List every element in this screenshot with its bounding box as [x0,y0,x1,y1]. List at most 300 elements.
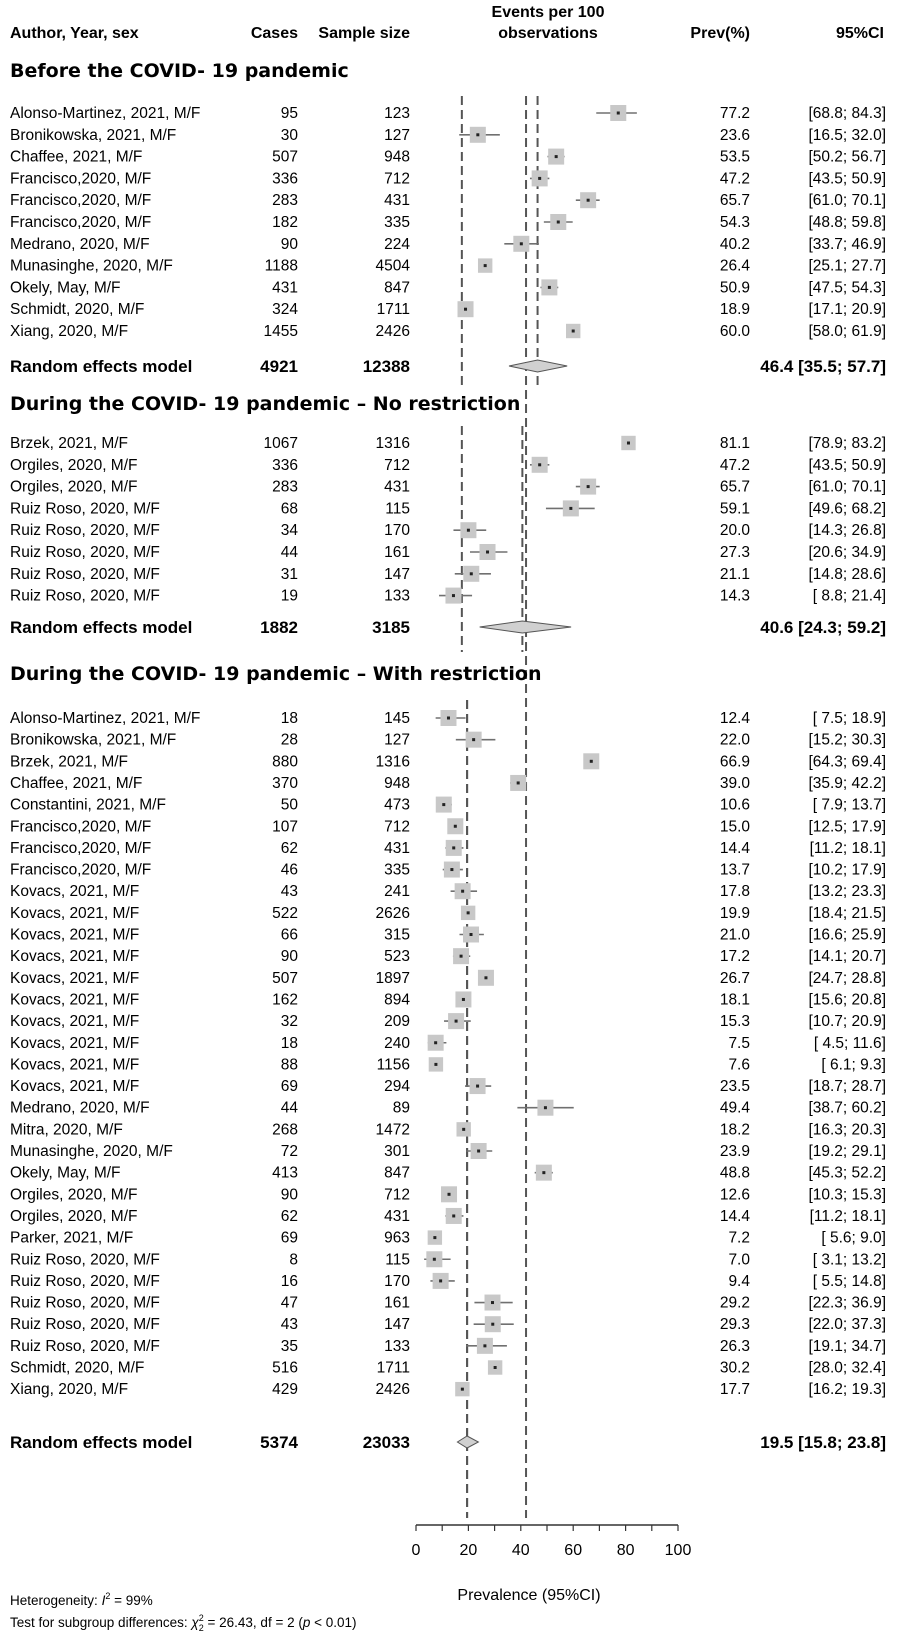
study-cases: 324 [272,301,298,319]
study-prevalence: 29.3 [719,1316,750,1334]
header-events-line1: Events per 100 [491,4,605,21]
study-author: Kovacs, 2021, M/F [10,904,140,922]
study-ci: [64.3; 69.4] [808,753,886,771]
study-point-estimate [548,286,551,289]
study-prevalence: 30.2 [719,1359,750,1377]
study-point-estimate [433,1236,436,1239]
header-cases: Cases [250,25,298,42]
summary-estimate: 19.5 [15.8; 23.8] [760,1433,886,1452]
study-sample-size: 145 [384,710,410,727]
study-author: Ruiz Roso, 2020, M/F [10,1337,160,1355]
study-author: Mitra, 2020, M/F [10,1121,123,1139]
study-prevalence: 48.8 [719,1164,750,1182]
study-author: Kovacs, 2021, M/F [10,948,140,966]
study-point-estimate [450,868,453,871]
study-author: Munasinghe, 2020, M/F [10,1143,173,1160]
summary-estimate: 40.6 [24.3; 59.2] [760,618,886,637]
study-prevalence: 17.2 [719,948,750,966]
study-ci: [10.3; 15.3] [808,1186,886,1204]
group-title: During the COVID- 19 pandemic – No restriction [10,393,521,415]
study-author: Ruiz Roso, 2020, M/F [10,587,160,605]
study-ci: [28.0; 32.4] [808,1359,886,1377]
study-author: Francisco,2020, M/F [10,839,152,857]
study-prevalence: 18.9 [719,301,750,319]
study-author: Kovacs, 2021, M/F [10,991,140,1009]
study-cases: 47 [280,1294,298,1312]
study-point-estimate [472,738,475,741]
study-author: Francisco,2020, M/F [10,818,152,836]
study-prevalence: 47.2 [719,456,750,474]
study-ci: [15.6; 20.8] [808,991,886,1009]
study-point-estimate [433,1258,436,1261]
study-sample-size: 948 [384,774,410,792]
study-sample-size: 335 [384,214,410,231]
study-point-estimate [484,976,487,979]
study-point-estimate [455,1020,458,1023]
study-ci: [78.9; 83.2] [808,435,886,452]
study-point-estimate [572,330,575,333]
study-cases: 69 [280,1229,298,1247]
study-prevalence: 21.0 [719,926,750,944]
study-sample-size: 2626 [375,904,410,922]
x-axis [412,1525,692,1559]
study-prevalence: 13.7 [719,861,750,879]
summary-diamond [509,360,567,372]
study-ci: [43.5; 50.9] [808,170,886,188]
study-author: Ruiz Roso, 2020, M/F [10,1294,160,1312]
study-ci: [11.2; 18.1] [809,839,886,857]
study-cases: 107 [272,818,298,836]
study-author: Bronikowska, 2021, M/F [10,731,177,749]
study-ci: [17.1; 20.9] [808,301,886,319]
study-point-estimate [484,264,487,267]
study-cases: 8 [289,1251,298,1269]
study-sample-size: 89 [392,1099,410,1117]
study-cases: 90 [280,948,298,966]
study-cases: 507 [272,969,298,987]
study-ci: [58.0; 61.9] [808,323,886,340]
study-ci: [33.7; 46.9] [808,235,886,253]
study-ci: [19.1; 34.7] [808,1337,886,1355]
group-title: During the COVID- 19 pandemic – With restriction [10,663,542,685]
study-sample-size: 712 [384,170,410,188]
study-author: Bronikowska, 2021, M/F [10,126,177,144]
study-cases: 182 [272,214,298,231]
study-cases: 283 [272,192,298,210]
study-sample-size: 523 [384,948,410,966]
study-sample-size: 240 [384,1034,410,1052]
study-cases: 46 [280,861,298,879]
study-ci: [61.0; 70.1] [808,478,886,496]
study-sample-size: 161 [384,1294,410,1312]
study-author: Brzek, 2021, M/F [10,435,129,452]
study-sample-size: 1156 [376,1056,410,1074]
summary-cases: 1882 [260,618,298,637]
study-sample-size: 127 [384,126,410,144]
study-prevalence: 29.2 [719,1294,750,1312]
study-author: Ruiz Roso, 2020, M/F [10,1316,160,1334]
study-author: Kovacs, 2021, M/F [10,1013,140,1031]
study-cases: 336 [272,456,298,474]
study-point-estimate [590,760,593,763]
study-point-estimate [617,112,620,115]
study-prevalence: 23.5 [719,1078,750,1096]
study-cases: 507 [272,148,298,166]
study-sample-size: 147 [384,565,410,583]
study-sample-size: 127 [384,731,410,749]
study-point-estimate [447,717,450,720]
study-author: Alonso-Martinez, 2021, M/F [10,710,201,727]
study-author: Medrano, 2020, M/F [10,235,150,253]
study-author: Munasinghe, 2020, M/F [10,257,173,275]
study-sample-size: 431 [384,1207,410,1225]
study-ci: [61.0; 70.1] [808,192,886,210]
study-cases: 44 [280,544,298,561]
study-author: Chaffee, 2021, M/F [10,774,143,792]
study-cases: 429 [272,1381,298,1399]
study-point-estimate [627,442,630,445]
study-author: Kovacs, 2021, M/F [10,883,140,901]
study-prevalence: 60.0 [719,323,750,340]
study-sample-size: 712 [384,818,410,836]
study-cases: 283 [272,478,298,496]
study-point-estimate [461,890,464,893]
study-ci: [12.5; 17.9] [808,818,886,836]
study-prevalence: 65.7 [719,478,750,496]
study-prevalence: 23.9 [719,1143,750,1160]
study-cases: 268 [272,1121,298,1139]
study-ci: [49.6; 68.2] [808,500,886,518]
study-sample-size: 2426 [375,1381,410,1399]
study-sample-size: 431 [384,839,410,857]
study-author: Ruiz Roso, 2020, M/F [10,1251,160,1269]
study-cases: 44 [280,1099,298,1117]
study-prevalence: 77.2 [719,105,750,122]
study-ci: [22.0; 37.3] [808,1316,886,1334]
study-prevalence: 49.4 [719,1099,750,1117]
study-author: Orgiles, 2020, M/F [10,1186,138,1204]
study-point-estimate [470,572,473,575]
x-tick-label: 20 [459,1542,478,1559]
forest-rows [10,60,886,1452]
summary-diamond [480,621,571,633]
study-cases: 30 [280,126,298,144]
study-prevalence: 9.4 [728,1272,750,1290]
study-point-estimate [462,1128,465,1131]
study-author: Schmidt, 2020, M/F [10,1359,145,1377]
x-tick-label: 80 [616,1542,635,1559]
study-cases: 43 [280,1316,298,1334]
study-point-estimate [461,1388,464,1391]
study-author: Schmidt, 2020, M/F [10,301,145,319]
study-cases: 90 [280,235,298,253]
study-author: Kovacs, 2021, M/F [10,969,140,987]
study-cases: 35 [280,1337,298,1355]
study-point-estimate [442,803,445,806]
study-author: Okely, May, M/F [10,279,121,297]
study-author: Ruiz Roso, 2020, M/F [10,1272,160,1290]
study-author: Kovacs, 2021, M/F [10,926,140,944]
study-ci: [18.7; 28.7] [808,1078,886,1096]
study-sample-size: 1472 [375,1121,410,1139]
study-prevalence: 10.6 [719,796,750,814]
study-author: Kovacs, 2021, M/F [10,1078,140,1096]
study-author: Francisco,2020, M/F [10,214,152,231]
study-point-estimate [467,911,470,914]
study-sample-size: 2426 [375,323,410,340]
study-ci: [24.7; 28.8] [808,969,886,987]
study-cases: 1188 [264,257,298,275]
study-sample-size: 294 [384,1078,410,1096]
study-cases: 62 [280,1207,298,1225]
study-prevalence: 40.2 [719,235,750,253]
study-sample-size: 894 [384,991,410,1009]
study-point-estimate [477,1150,480,1153]
study-point-estimate [452,846,455,849]
study-author: Medrano, 2020, M/F [10,1099,150,1117]
study-prevalence: 12.4 [719,710,750,727]
study-point-estimate [587,199,590,202]
study-author: Francisco,2020, M/F [10,861,152,879]
study-sample-size: 1897 [375,969,410,987]
study-author: Ruiz Roso, 2020, M/F [10,565,160,583]
study-sample-size: 431 [384,192,410,210]
study-point-estimate [467,529,470,532]
study-point-estimate [464,308,467,311]
summary-sample-size: 12388 [362,357,410,376]
study-ci: [16.3; 20.3] [808,1121,886,1139]
study-prevalence: 26.3 [719,1337,750,1355]
study-cases: 1067 [263,435,298,452]
summary-estimate: 46.4 [35.5; 57.7] [760,357,886,376]
summary-diamond [457,1436,478,1448]
study-point-estimate [569,507,572,510]
study-prevalence: 27.3 [719,544,750,561]
study-ci: [35.9; 42.2] [808,774,886,792]
study-sample-size: 712 [384,456,410,474]
study-cases: 90 [280,1186,298,1204]
study-prevalence: 54.3 [719,214,750,231]
study-cases: 72 [280,1143,298,1160]
study-ci: [14.1; 20.7] [808,948,886,966]
study-sample-size: 847 [384,1164,410,1182]
header-prev: Prev(%) [690,25,750,42]
study-point-estimate [517,781,520,784]
study-prevalence: 14.3 [719,587,750,605]
study-ci: [ 6.1; 9.3] [821,1056,886,1074]
study-ci: [ 5.6; 9.0] [821,1229,886,1247]
study-prevalence: 26.4 [719,257,750,275]
study-ci: [38.7; 60.2] [808,1099,886,1117]
study-ci: [ 8.8; 21.4] [812,587,886,605]
study-prevalence: 18.1 [719,991,750,1009]
subgroup-test-text: Test for subgroup differences: $\chi^2$ 2 = 26.43, df = 2 (p < 0.01) [10,1613,357,1633]
study-prevalence: 59.1 [719,500,750,518]
header-events-line2: observations [498,25,598,42]
summary-label: Random effects model [10,1433,193,1452]
summary-sample-size: 23033 [362,1433,410,1452]
study-author: Ruiz Roso, 2020, M/F [10,500,160,518]
study-sample-size: 115 [385,1251,410,1269]
study-point-estimate [538,463,541,466]
study-cases: 43 [280,883,298,901]
study-sample-size: 847 [384,279,410,297]
study-prevalence: 14.4 [719,839,750,857]
study-point-estimate [448,1193,451,1196]
study-ci: [50.2; 56.7] [808,148,886,166]
study-ci: [ 7.9; 13.7] [812,796,886,814]
study-sample-size: 315 [384,926,410,944]
study-point-estimate [470,933,473,936]
study-prevalence: 39.0 [719,774,750,792]
study-point-estimate [452,594,455,597]
study-prevalence: 14.4 [719,1207,750,1225]
study-ci: [18.4; 21.5] [808,904,886,922]
study-author: Francisco,2020, M/F [10,170,152,188]
study-sample-size: 301 [384,1143,410,1160]
header-sample-size: Sample size [318,25,410,42]
study-author: Chaffee, 2021, M/F [10,148,143,166]
study-sample-size: 948 [384,148,410,166]
study-ci: [10.2; 17.9] [808,861,886,879]
study-ci: [19.2; 29.1] [808,1143,886,1160]
study-cases: 16 [280,1272,298,1290]
x-tick-label: 0 [411,1542,421,1559]
study-prevalence: 20.0 [719,522,750,540]
header-author: Author, Year, sex [10,25,139,42]
study-sample-size: 335 [384,861,410,879]
study-cases: 95 [280,105,298,122]
study-author: Brzek, 2021, M/F [10,753,129,771]
study-cases: 34 [280,522,298,540]
study-sample-size: 963 [384,1229,410,1247]
study-prevalence: 12.6 [719,1186,750,1204]
study-author: Orgiles, 2020, M/F [10,478,138,496]
study-point-estimate [486,551,489,554]
study-ci: [22.3; 36.9] [808,1294,886,1312]
study-ci: [10.7; 20.9] [808,1013,886,1031]
study-author: Xiang, 2020, M/F [10,1381,129,1399]
study-ci: [43.5; 50.9] [808,456,886,474]
study-sample-size: 170 [384,522,410,540]
study-ci: [ 3.1; 13.2] [812,1251,886,1269]
study-ci: [45.3; 52.2] [808,1164,886,1182]
study-cases: 19 [280,587,298,605]
study-prevalence: 81.1 [719,435,750,452]
summary-cases: 4921 [260,357,298,376]
study-cases: 28 [280,731,298,749]
study-prevalence: 7.5 [728,1034,750,1052]
study-ci: [13.2; 23.3] [808,883,886,901]
study-cases: 88 [280,1056,298,1074]
study-prevalence: 15.3 [719,1013,750,1031]
x-tick-label: 100 [664,1542,692,1559]
study-ci: [ 4.5; 11.6] [813,1034,886,1052]
summary-sample-size: 3185 [372,618,410,637]
study-sample-size: 1316 [375,753,410,771]
study-point-estimate [476,1085,479,1088]
study-point-estimate [452,1214,455,1217]
study-cases: 18 [280,1034,298,1052]
study-sample-size: 147 [384,1316,410,1334]
study-prevalence: 47.2 [719,170,750,188]
study-author: Kovacs, 2021, M/F [10,1034,140,1052]
study-point-estimate [462,998,465,1001]
x-tick-label: 60 [564,1542,583,1559]
study-point-estimate [544,1106,547,1109]
study-cases: 31 [280,565,298,583]
study-point-estimate [439,1279,442,1282]
study-point-estimate [491,1323,494,1326]
study-ci: [ 7.5; 18.9] [812,710,886,727]
group-title: Before the COVID- 19 pandemic [10,60,349,82]
study-ci: [15.2; 30.3] [808,731,886,749]
study-author: Orgiles, 2020, M/F [10,1207,138,1225]
study-prevalence: 19.9 [719,904,750,922]
study-sample-size: 241 [384,883,410,901]
study-prevalence: 23.6 [719,126,750,144]
study-cases: 162 [272,991,298,1009]
study-sample-size: 712 [384,1186,410,1204]
study-ci: [14.8; 28.6] [808,565,886,583]
study-cases: 66 [280,926,298,944]
study-prevalence: 7.2 [728,1229,750,1247]
study-sample-size: 224 [384,235,410,253]
summary-cases: 5374 [260,1433,298,1452]
study-sample-size: 1711 [376,301,410,319]
study-point-estimate [520,242,523,245]
study-cases: 62 [280,839,298,857]
study-point-estimate [555,155,558,158]
study-prevalence: 50.9 [719,279,750,297]
study-cases: 68 [280,500,298,518]
study-point-estimate [483,1344,486,1347]
study-sample-size: 209 [384,1013,410,1031]
study-ci: [11.2; 18.1] [809,1207,886,1225]
study-prevalence: 21.1 [719,565,750,583]
study-ci: [14.3; 26.8] [808,522,886,540]
study-point-estimate [476,133,479,136]
study-point-estimate [491,1301,494,1304]
study-author: Xiang, 2020, M/F [10,323,129,340]
study-author: Constantini, 2021, M/F [10,796,166,814]
study-author: Okely, May, M/F [10,1164,121,1182]
study-author: Alonso-Martinez, 2021, M/F [10,105,201,122]
study-point-estimate [557,221,560,224]
study-sample-size: 133 [384,587,410,605]
study-point-estimate [494,1366,497,1369]
study-sample-size: 431 [384,478,410,496]
study-prevalence: 66.9 [719,753,750,771]
study-cases: 413 [272,1164,298,1182]
heterogeneity-text: Heterogeneity: $I^2 = 99\%$ [10,1591,153,1608]
study-prevalence: 15.0 [719,818,750,836]
study-author: Francisco,2020, M/F [10,192,152,210]
study-prevalence: 22.0 [719,731,750,749]
study-author: Orgiles, 2020, M/F [10,456,138,474]
study-cases: 1455 [263,323,298,340]
study-author: Ruiz Roso, 2020, M/F [10,544,160,561]
study-point-estimate [460,955,463,958]
study-cases: 69 [280,1078,298,1096]
study-point-estimate [538,177,541,180]
study-cases: 336 [272,170,298,188]
study-author: Parker, 2021, M/F [10,1229,134,1247]
study-prevalence: 17.8 [719,883,750,901]
study-ci: [16.6; 25.9] [808,926,886,944]
study-point-estimate [434,1063,437,1066]
study-point-estimate [434,1041,437,1044]
